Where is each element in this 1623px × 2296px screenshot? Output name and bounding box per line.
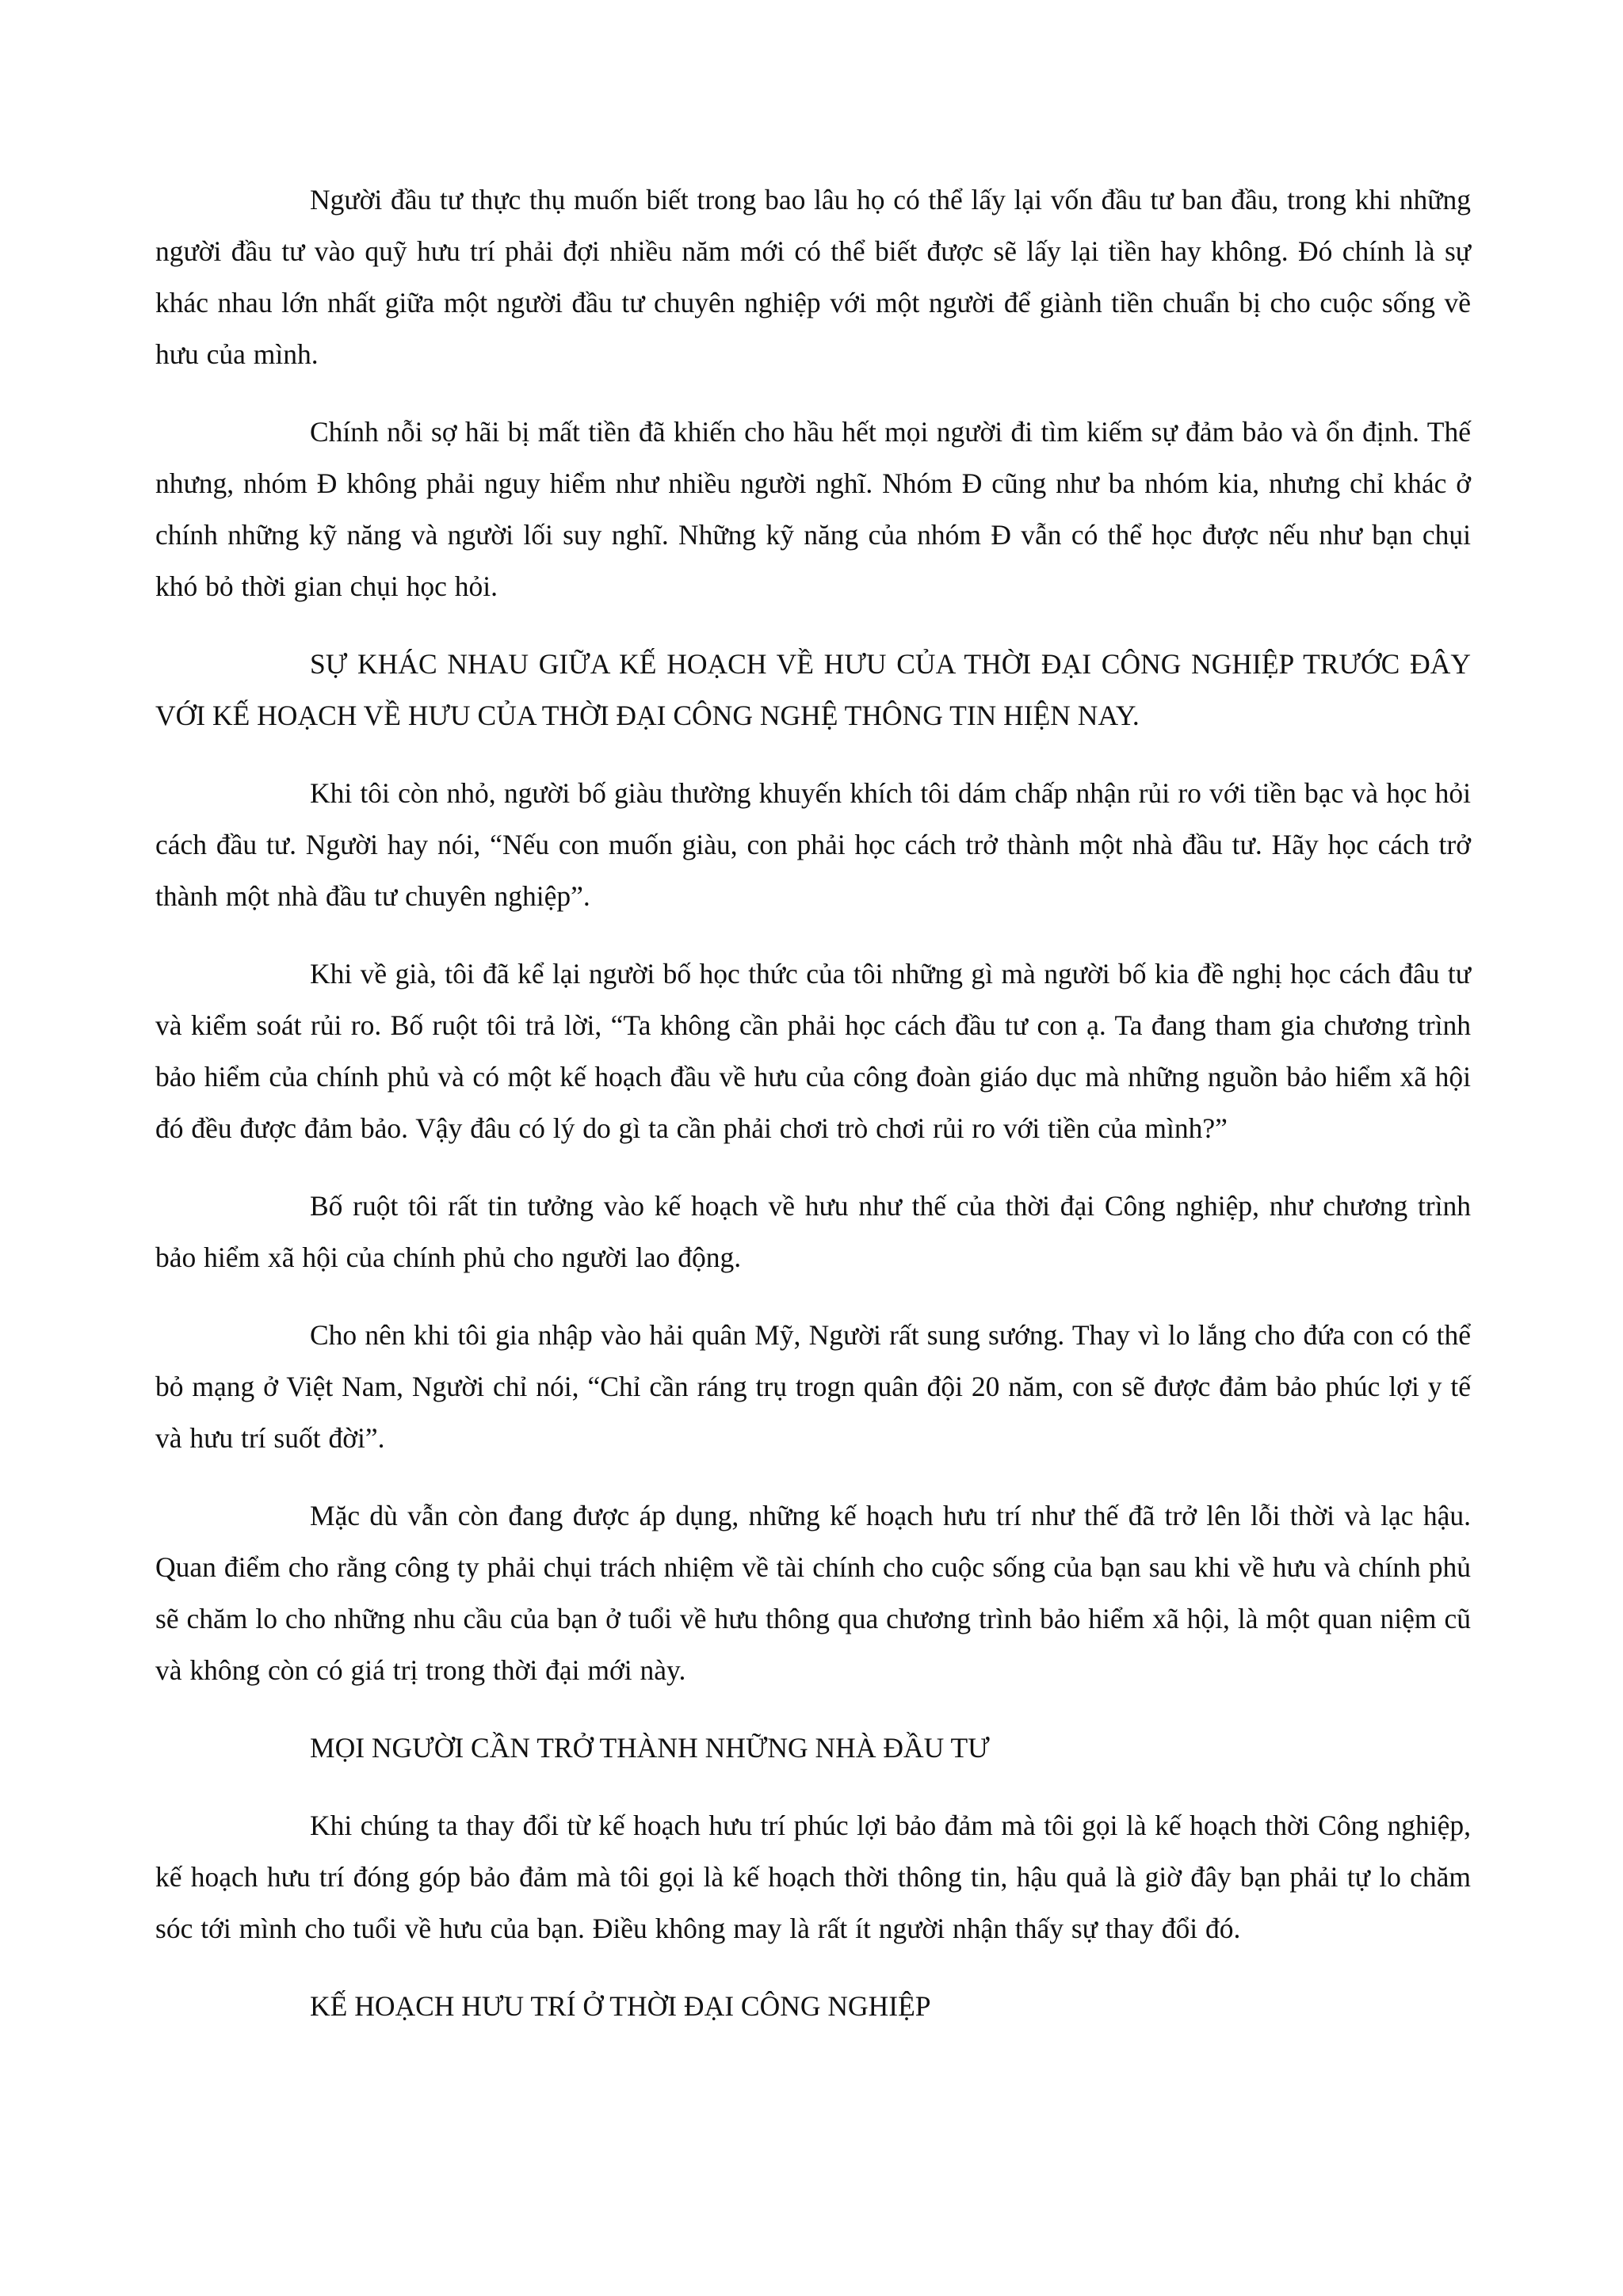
paragraph-outdated-plans: Mặc dù vẫn còn đang được áp dụng, những kế hoạch hưu trí như thế đã trở lên lỗi thời và lạc hậu. Quan điểm cho rằng công ty phải chụi trách nhiệm về tài chính cho cuộc sống của bạn sau khi về hưu và chính phủ sẽ chăm lo cho những nhu cầu của bạn ở tuổi về hưu thông qua chương trình bảo hiểm xã hội, là một quan niệm cũ và không còn có giá trị trong thời đại mới này.	[155, 1500, 1471, 1686]
paragraph-fear-of-loss: Chính nỗi sợ hãi bị mất tiền đã khiến cho hầu hết mọi người đi tìm kiếm sự đảm bảo và ổn định. Thế nhưng, nhóm Đ không phải nguy hiểm như nhiều người nghĩ. Nhóm Đ cũng như ba nhóm kia, nhưng chỉ khác ở chính những kỹ năng và người lối suy nghĩ. Những kỹ năng của nhóm Đ vẫn có thể học được nếu như bạn chụi khó bỏ thời gian chụi học hỏi.	[155, 416, 1471, 602]
heading-everyone-investor: MỌI NGƯỜI CẦN TRỞ THÀNH NHỮNG NHÀ ĐẦU TƯ	[310, 1732, 990, 1764]
paragraph-navy-enlistment: Cho nên khi tôi gia nhập vào hải quân Mỹ, Người rất sung sướng. Thay vì lo lắng cho đứa con có thể bỏ mạng ở Việt Nam, Người chỉ nói, “Chỉ cần ráng trụ trogn quân đội 20 năm, con sẽ được đảm bảo phúc lợi y tế và hưu trí suốt đời”.	[155, 1319, 1471, 1454]
heading-industrial-era-plan: KẾ HOẠCH HƯU TRÍ Ở THỜI ĐẠI CÔNG NGHIỆP	[310, 1990, 931, 2022]
paragraph-poor-dad-reply: Khi về già, tôi đã kể lại người bố học thức của tôi những gì mà người bố kia đề nghị học cách đâu tư và kiểm soát rủi ro. Bố ruột tôi trả lời, “Ta không cần phải học cách đầu tư con ạ. Ta đang tham gia chương trình bảo hiểm của chính phủ và có một kế hoạch đầu về hưu của công đoàn giáo dục mà những nguồn bảo hiểm xã hội đó đều được đảm bảo. Vậy đâu có lý do gì ta cần phải chơi trò chơi rủi ro với tiền của mình?”	[155, 958, 1471, 1144]
paragraph-industrial-era-belief: Bố ruột tôi rất tin tưởng vào kế hoạch về hưu như thế của thời đại Công nghiệp, như chương trình bảo hiểm xã hội của chính phủ cho người lao động.	[155, 1190, 1471, 1273]
document-body	[155, 174, 1471, 2058]
heading-retirement-plan-difference: SỰ KHÁC NHAU GIỮA KẾ HOẠCH VỀ HƯU CỦA THỜI ĐẠI CÔNG NGHIỆP TRƯỚC ĐÂY VỚI KẾ HOẠCH VỀ HƯU CỦA THỜI ĐẠI CÔNG NGHỆ THÔNG TIN HIỆN NAY.	[155, 648, 1471, 731]
paragraph-plan-change: Khi chúng ta thay đổi từ kế hoạch hưu trí phúc lợi bảo đảm mà tôi gọi là kế hoạch thời Công nghiệp, kế hoạch hưu trí đóng góp bảo đảm mà tôi gọi là kế hoạch thời thông tin, hậu quả là giờ đây bạn phải tự lo chăm sóc tới mình cho tuổi về hưu của bạn. Điều không may là rất ít người nhận thấy sự thay đổi đó.	[155, 1810, 1471, 1944]
paragraph-rich-dad-advice: Khi tôi còn nhỏ, người bố giàu thường khuyến khích tôi dám chấp nhận rủi ro với tiền bạc và học hỏi cách đầu tư. Người hay nói, “Nếu con muốn giàu, con phải học cách trở thành một nhà đầu tư. Hãy học cách trở thành một nhà đầu tư chuyên nghiệp”.	[155, 777, 1471, 912]
paragraph-investor-payback: Người đầu tư thực thụ muốn biết trong bao lâu họ có thể lấy lại vốn đầu tư ban đầu, trong khi những người đầu tư vào quỹ hưu trí phải đợi nhiều năm mới có thể biết được sẽ lấy lại tiền hay không. Đó chính là sự khác nhau lớn nhất giữa một người đầu tư chuyên nghiệp với một người để giành tiền chuẩn bị cho cuộc sống về hưu của mình.	[155, 184, 1471, 370]
